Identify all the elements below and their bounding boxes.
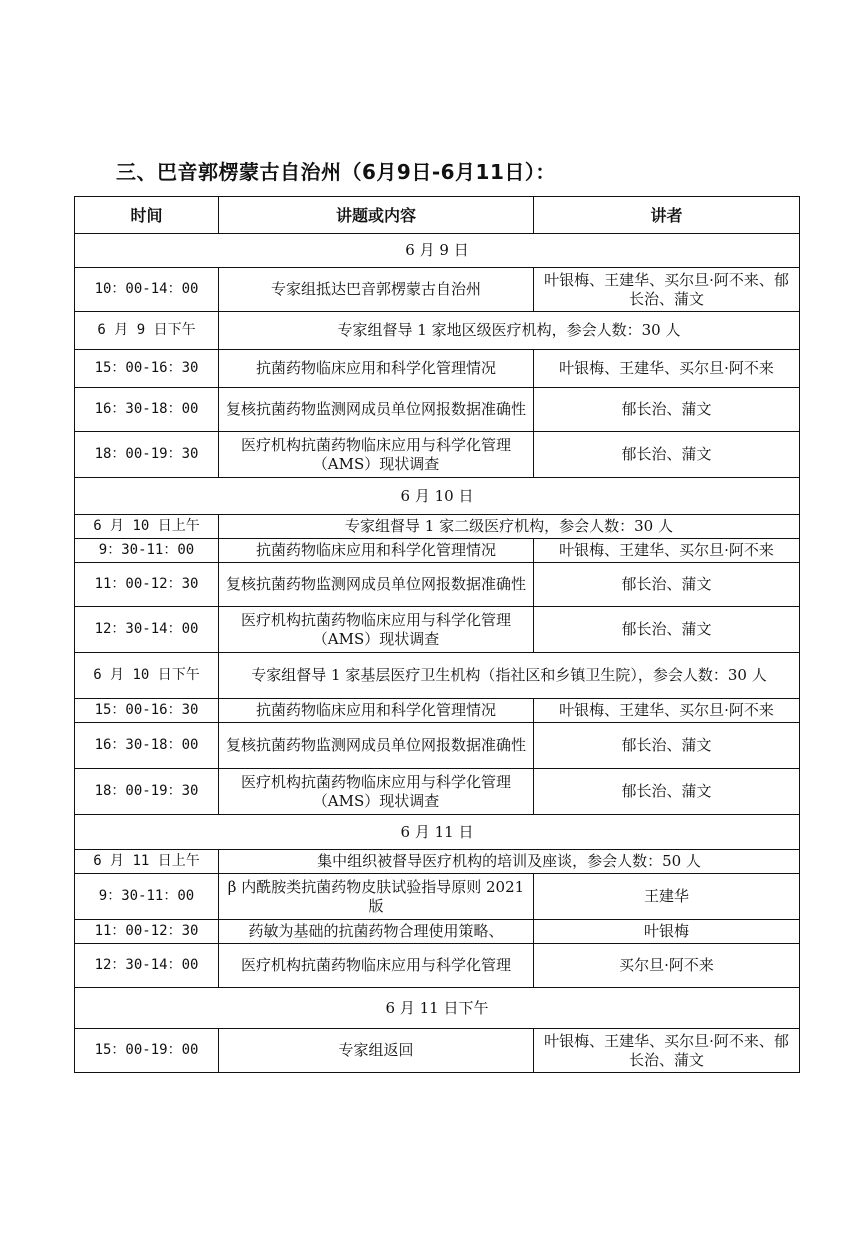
speaker-cell: 郁长治、蒲文 [534,607,800,653]
time-cell: 12：30-14：00 [75,944,219,988]
table-row [75,268,800,312]
table-row [75,769,800,815]
time-cell: 11：00-12：30 [75,563,219,607]
speaker-cell: 买尔旦·阿不来 [534,944,800,988]
topic-cell: β 内酰胺类抗菌药物皮肤试验指导原则 2021 版 [219,874,534,920]
table-row [75,563,800,607]
time-cell: 15：00-16：30 [75,699,219,723]
table-row [75,388,800,432]
span-content-cell: 专家组督导 1 家基层医疗卫生机构（指社区和乡镇卫生院），参会人数：30 人 [219,653,800,699]
table-row [75,723,800,769]
header-time: 时间 [75,197,219,234]
speaker-cell: 郁长治、蒲文 [534,563,800,607]
table-row [75,539,800,563]
speaker-cell: 叶银梅 [534,920,800,944]
table-row [75,920,800,944]
topic-cell: 复核抗菌药物监测网成员单位网报数据准确性 [219,723,534,769]
topic-cell: 药敏为基础的抗菌药物合理使用策略、 [219,920,534,944]
time-cell: 18：00-19：30 [75,769,219,815]
table-row [75,699,800,723]
topic-cell: 抗菌药物临床应用和科学化管理情况 [219,699,534,723]
speaker-cell: 王建华 [534,874,800,920]
header-speaker: 讲者 [534,197,800,234]
topic-cell: 专家组抵达巴音郭楞蒙古自治州 [219,268,534,312]
speaker-cell: 叶银梅、王建华、买尔旦·阿不来、郁长治、蒲文 [534,1029,800,1073]
time-cell: 9：30-11：00 [75,874,219,920]
time-cell: 18：00-19：30 [75,432,219,478]
time-cell: 6 月 9 日下午 [75,312,219,350]
table-row [75,874,800,920]
time-cell: 15：00-19：00 [75,1029,219,1073]
table-row [75,653,800,699]
time-cell: 12：30-14：00 [75,607,219,653]
table-row [75,234,800,268]
table-row [75,478,800,515]
table-row [75,1029,800,1073]
time-cell: 15：00-16：30 [75,350,219,388]
topic-cell: 医疗机构抗菌药物临床应用与科学化管理（AMS）现状调查 [219,432,534,478]
day-cell: 6 月 10 日 [75,478,800,515]
time-cell: 16：30-18：00 [75,723,219,769]
topic-cell: 复核抗菌药物监测网成员单位网报数据准确性 [219,388,534,432]
table-row [75,850,800,874]
time-cell: 11：00-12：30 [75,920,219,944]
topic-cell: 医疗机构抗菌药物临床应用与科学化管理 [219,944,534,988]
time-cell: 6 月 10 日下午 [75,653,219,699]
schedule-table [74,196,800,1073]
time-cell: 9：30-11：00 [75,539,219,563]
topic-cell: 抗菌药物临床应用和科学化管理情况 [219,350,534,388]
table-row [75,815,800,850]
time-cell: 6 月 10 日上午 [75,515,219,539]
speaker-cell: 郁长治、蒲文 [534,432,800,478]
day-cell: 6 月 11 日下午 [75,988,800,1029]
schedule-body [75,234,800,1073]
speaker-cell: 郁长治、蒲文 [534,388,800,432]
table-row [75,607,800,653]
time-cell: 16：30-18：00 [75,388,219,432]
topic-cell: 抗菌药物临床应用和科学化管理情况 [219,539,534,563]
speaker-cell: 叶银梅、王建华、买尔旦·阿不来 [534,539,800,563]
day-cell: 6 月 11 日 [75,815,800,850]
table-header-row [75,197,800,234]
section-heading: 三、巴音郭楞蒙古自治州（6月9日-6月11日）： [116,160,556,184]
table-row [75,350,800,388]
topic-cell: 医疗机构抗菌药物临床应用与科学化管理（AMS）现状调查 [219,769,534,815]
header-topic: 讲题或内容 [219,197,534,234]
speaker-cell: 叶银梅、王建华、买尔旦·阿不来 [534,699,800,723]
table-row [75,515,800,539]
span-content-cell: 专家组督导 1 家二级医疗机构，参会人数：30 人 [219,515,800,539]
span-content-cell: 集中组织被督导医疗机构的培训及座谈，参会人数：50 人 [219,850,800,874]
speaker-cell: 郁长治、蒲文 [534,769,800,815]
time-cell: 10：00-14：00 [75,268,219,312]
topic-cell: 医疗机构抗菌药物临床应用与科学化管理（AMS）现状调查 [219,607,534,653]
span-content-cell: 专家组督导 1 家地区级医疗机构，参会人数：30 人 [219,312,800,350]
table-row [75,988,800,1029]
day-cell: 6 月 9 日 [75,234,800,268]
time-cell: 6 月 11 日上午 [75,850,219,874]
table-row [75,312,800,350]
speaker-cell: 叶银梅、王建华、买尔旦·阿不来 [534,350,800,388]
topic-cell: 专家组返回 [219,1029,534,1073]
table-row [75,944,800,988]
table-row [75,432,800,478]
topic-cell: 复核抗菌药物监测网成员单位网报数据准确性 [219,563,534,607]
speaker-cell: 郁长治、蒲文 [534,723,800,769]
speaker-cell: 叶银梅、王建华、买尔旦·阿不来、郁长治、蒲文 [534,268,800,312]
